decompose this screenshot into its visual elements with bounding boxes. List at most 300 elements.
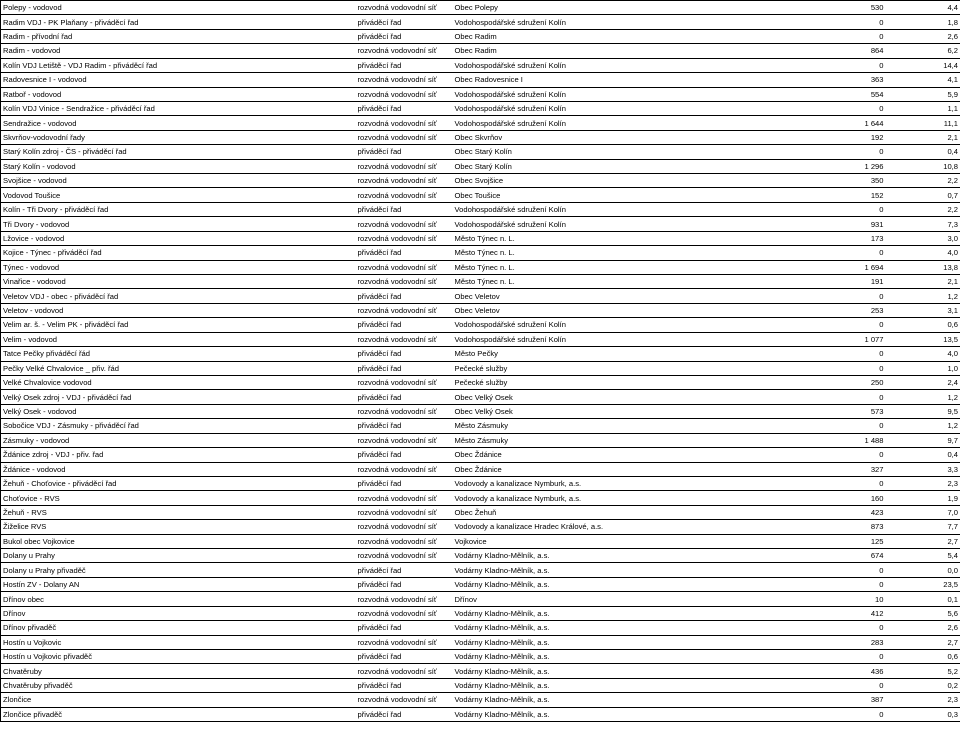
- table-row: [1, 563, 960, 577]
- operator-cell: Obec Ždánice: [453, 462, 771, 476]
- network-type-cell: rozvodná vodovodní síť: [356, 159, 453, 173]
- length-cell: 2,4: [886, 375, 960, 389]
- length-cell: 23,5: [886, 577, 960, 591]
- operator-cell: Vodárny Kladno-Mělník, a.s.: [453, 549, 771, 563]
- network-type-cell: přiváděcí řad: [356, 29, 453, 43]
- length-cell: 0,7: [886, 188, 960, 202]
- network-name-cell: Velký Osek zdroj - VDJ - přiváděcí řad: [1, 390, 356, 404]
- length-cell: 0,6: [886, 649, 960, 663]
- count-cell: 0: [771, 577, 886, 591]
- network-type-cell: přiváděcí řad: [356, 101, 453, 115]
- length-cell: 0,4: [886, 145, 960, 159]
- operator-cell: Obec Radim: [453, 44, 771, 58]
- network-type-cell: přiváděcí řad: [356, 448, 453, 462]
- operator-cell: Obec Velký Osek: [453, 404, 771, 418]
- network-type-cell: přiváděcí řad: [356, 145, 453, 159]
- network-name-cell: Sobočice VDJ - Zásmuky - přiváděcí řad: [1, 419, 356, 433]
- count-cell: 0: [771, 318, 886, 332]
- operator-cell: Vodohospodářské sdružení Kolín: [453, 318, 771, 332]
- operator-cell: Obec Starý Kolín: [453, 159, 771, 173]
- network-type-cell: rozvodná vodovodní síť: [356, 606, 453, 620]
- length-cell: 7,7: [886, 520, 960, 534]
- network-type-cell: rozvodná vodovodní síť: [356, 275, 453, 289]
- table-row: [1, 592, 960, 606]
- network-type-cell: rozvodná vodovodní síť: [356, 73, 453, 87]
- operator-cell: Obec Veletov: [453, 303, 771, 317]
- length-cell: 0,3: [886, 707, 960, 721]
- count-cell: 412: [771, 606, 886, 620]
- network-type-cell: rozvodná vodovodní síť: [356, 664, 453, 678]
- network-type-cell: rozvodná vodovodní síť: [356, 231, 453, 245]
- count-cell: 1 488: [771, 433, 886, 447]
- table-row: [1, 202, 960, 216]
- count-cell: 0: [771, 678, 886, 692]
- network-type-cell: přiváděcí řad: [356, 621, 453, 635]
- network-name-cell: Zlončice: [1, 693, 356, 707]
- count-cell: 0: [771, 419, 886, 433]
- network-type-cell: přiváděcí řad: [356, 390, 453, 404]
- length-cell: 2,1: [886, 130, 960, 144]
- length-cell: 1,1: [886, 101, 960, 115]
- length-cell: 2,2: [886, 202, 960, 216]
- network-type-cell: rozvodná vodovodní síť: [356, 217, 453, 231]
- table-row: [1, 404, 960, 418]
- network-type-cell: rozvodná vodovodní síť: [356, 174, 453, 188]
- table-row: [1, 678, 960, 692]
- network-name-cell: Lžovice - vodovod: [1, 231, 356, 245]
- count-cell: 0: [771, 476, 886, 490]
- network-name-cell: Chvatěruby: [1, 664, 356, 678]
- table-row: [1, 577, 960, 591]
- operator-cell: Město Pečky: [453, 347, 771, 361]
- network-name-cell: Sendražice - vodovod: [1, 116, 356, 130]
- table-row: [1, 246, 960, 260]
- network-type-cell: přiváděcí řad: [356, 318, 453, 332]
- table-row: [1, 520, 960, 534]
- network-type-cell: rozvodná vodovodní síť: [356, 491, 453, 505]
- count-cell: 1 644: [771, 116, 886, 130]
- network-name-cell: Vinařice - vodovod: [1, 275, 356, 289]
- length-cell: 1,2: [886, 390, 960, 404]
- count-cell: 125: [771, 534, 886, 548]
- operator-cell: Pečecké služby: [453, 375, 771, 389]
- length-cell: 10,8: [886, 159, 960, 173]
- length-cell: 1,2: [886, 419, 960, 433]
- count-cell: 0: [771, 448, 886, 462]
- count-cell: 0: [771, 15, 886, 29]
- operator-cell: Vodárny Kladno-Mělník, a.s.: [453, 678, 771, 692]
- network-name-cell: Vodovod Toušice: [1, 188, 356, 202]
- operator-cell: Město Týnec n. L.: [453, 231, 771, 245]
- network-name-cell: Žehuň - Choťovice - přiváděcí řad: [1, 476, 356, 490]
- count-cell: 173: [771, 231, 886, 245]
- table-row: [1, 606, 960, 620]
- operator-cell: Město Zásmuky: [453, 419, 771, 433]
- count-cell: 192: [771, 130, 886, 144]
- network-type-cell: přiváděcí řad: [356, 678, 453, 692]
- network-name-cell: Velký Osek - vodovod: [1, 404, 356, 418]
- length-cell: 9,5: [886, 404, 960, 418]
- table-row: [1, 462, 960, 476]
- operator-cell: Vodohospodářské sdružení Kolín: [453, 58, 771, 72]
- length-cell: 5,6: [886, 606, 960, 620]
- network-type-cell: přiváděcí řad: [356, 563, 453, 577]
- count-cell: 674: [771, 549, 886, 563]
- network-type-cell: přiváděcí řad: [356, 707, 453, 721]
- table-row: [1, 318, 960, 332]
- count-cell: 0: [771, 361, 886, 375]
- table-row: [1, 491, 960, 505]
- network-name-cell: Radim - přívodní řad: [1, 29, 356, 43]
- table-row: [1, 534, 960, 548]
- count-cell: 0: [771, 649, 886, 663]
- network-type-cell: rozvodná vodovodní síť: [356, 116, 453, 130]
- network-name-cell: Ratboř - vodovod: [1, 87, 356, 101]
- network-type-cell: rozvodná vodovodní síť: [356, 260, 453, 274]
- network-name-cell: Dřínov obec: [1, 592, 356, 606]
- network-type-cell: přiváděcí řad: [356, 361, 453, 375]
- length-cell: 0,1: [886, 592, 960, 606]
- network-type-cell: rozvodná vodovodní síť: [356, 87, 453, 101]
- length-cell: 0,4: [886, 448, 960, 462]
- table-row: [1, 1, 960, 15]
- network-name-cell: Bukol obec Vojkovice: [1, 534, 356, 548]
- length-cell: 4,0: [886, 246, 960, 260]
- count-cell: 0: [771, 246, 886, 260]
- operator-cell: Vodohospodářské sdružení Kolín: [453, 332, 771, 346]
- length-cell: 3,3: [886, 462, 960, 476]
- network-type-cell: přiváděcí řad: [356, 347, 453, 361]
- network-type-cell: rozvodná vodovodní síť: [356, 130, 453, 144]
- table-row: [1, 649, 960, 663]
- network-type-cell: přiváděcí řad: [356, 419, 453, 433]
- network-type-cell: přiváděcí řad: [356, 202, 453, 216]
- table-row: [1, 549, 960, 563]
- operator-cell: Město Zásmuky: [453, 433, 771, 447]
- operator-cell: Obec Starý Kolín: [453, 145, 771, 159]
- table-row: [1, 289, 960, 303]
- table-row: [1, 375, 960, 389]
- network-name-cell: Skvrňov-vodovodní řady: [1, 130, 356, 144]
- network-name-cell: Žehuň - RVS: [1, 505, 356, 519]
- network-name-cell: Velké Chvalovice vodovod: [1, 375, 356, 389]
- table-row: [1, 707, 960, 721]
- length-cell: 0,6: [886, 318, 960, 332]
- network-type-cell: přiváděcí řad: [356, 15, 453, 29]
- network-name-cell: Tři Dvory - vodovod: [1, 217, 356, 231]
- operator-cell: Vodárny Kladno-Mělník, a.s.: [453, 664, 771, 678]
- network-name-cell: Polepy - vodovod: [1, 1, 356, 15]
- operator-cell: Vodárny Kladno-Mělník, a.s.: [453, 707, 771, 721]
- count-cell: 10: [771, 592, 886, 606]
- operator-cell: Vodárny Kladno-Mělník, a.s.: [453, 563, 771, 577]
- count-cell: 554: [771, 87, 886, 101]
- network-type-cell: rozvodná vodovodní síť: [356, 44, 453, 58]
- operator-cell: Obec Polepy: [453, 1, 771, 15]
- operator-cell: Město Týnec n. L.: [453, 246, 771, 260]
- table-row: [1, 87, 960, 101]
- network-name-cell: Žiželice RVS: [1, 520, 356, 534]
- network-type-cell: rozvodná vodovodní síť: [356, 188, 453, 202]
- network-name-cell: Radovesnice I - vodovod: [1, 73, 356, 87]
- operator-cell: Obec Radovesnice I: [453, 73, 771, 87]
- operator-cell: Obec Radim: [453, 29, 771, 43]
- table-row: [1, 275, 960, 289]
- count-cell: 363: [771, 73, 886, 87]
- operator-cell: Obec Skvrňov: [453, 130, 771, 144]
- table-row: [1, 303, 960, 317]
- count-cell: 0: [771, 289, 886, 303]
- length-cell: 5,2: [886, 664, 960, 678]
- network-name-cell: Svojšice - vodovod: [1, 174, 356, 188]
- network-name-cell: Dřínov přivaděč: [1, 621, 356, 635]
- operator-cell: Vodohospodářské sdružení Kolín: [453, 101, 771, 115]
- network-type-cell: rozvodná vodovodní síť: [356, 549, 453, 563]
- operator-cell: Město Týnec n. L.: [453, 260, 771, 274]
- table-row: [1, 332, 960, 346]
- length-cell: 2,3: [886, 476, 960, 490]
- length-cell: 5,4: [886, 549, 960, 563]
- table-row: [1, 419, 960, 433]
- network-type-cell: rozvodná vodovodní síť: [356, 534, 453, 548]
- table-row: [1, 15, 960, 29]
- network-name-cell: Dolany u Prahy: [1, 549, 356, 563]
- network-name-cell: Starý Kolín zdroj - ČS - přiváděcí řad: [1, 145, 356, 159]
- operator-cell: Obec Ždánice: [453, 448, 771, 462]
- count-cell: 0: [771, 563, 886, 577]
- operator-cell: Obec Veletov: [453, 289, 771, 303]
- count-cell: 1 077: [771, 332, 886, 346]
- length-cell: 9,7: [886, 433, 960, 447]
- table-row: [1, 29, 960, 43]
- operator-cell: Vodárny Kladno-Mělník, a.s.: [453, 577, 771, 591]
- operator-cell: Vodohospodářské sdružení Kolín: [453, 202, 771, 216]
- operator-cell: Obec Toušice: [453, 188, 771, 202]
- count-cell: 283: [771, 635, 886, 649]
- length-cell: 13,8: [886, 260, 960, 274]
- count-cell: 0: [771, 58, 886, 72]
- table-row: [1, 476, 960, 490]
- length-cell: 7,0: [886, 505, 960, 519]
- table-row: [1, 693, 960, 707]
- table-row: [1, 505, 960, 519]
- length-cell: 2,6: [886, 29, 960, 43]
- table-row: [1, 101, 960, 115]
- count-cell: 931: [771, 217, 886, 231]
- length-cell: 3,1: [886, 303, 960, 317]
- length-cell: 11,1: [886, 116, 960, 130]
- network-type-cell: přiváděcí řad: [356, 58, 453, 72]
- network-type-cell: rozvodná vodovodní síť: [356, 520, 453, 534]
- length-cell: 2,7: [886, 635, 960, 649]
- operator-cell: Obec Svojšice: [453, 174, 771, 188]
- network-name-cell: Choťovice - RVS: [1, 491, 356, 505]
- network-name-cell: Pečky Velké Chvalovice _ přiv. řád: [1, 361, 356, 375]
- table-row: [1, 174, 960, 188]
- network-name-cell: Tatce Pečky přiváděcí řád: [1, 347, 356, 361]
- network-type-cell: rozvodná vodovodní síť: [356, 433, 453, 447]
- network-type-cell: rozvodná vodovodní síť: [356, 505, 453, 519]
- table-row: [1, 58, 960, 72]
- network-type-cell: přiváděcí řad: [356, 649, 453, 663]
- count-cell: 350: [771, 174, 886, 188]
- count-cell: 152: [771, 188, 886, 202]
- table-body: [1, 1, 960, 722]
- length-cell: 7,3: [886, 217, 960, 231]
- operator-cell: Vodovody a kanalizace Nymburk, a.s.: [453, 491, 771, 505]
- table-row: [1, 635, 960, 649]
- count-cell: 0: [771, 202, 886, 216]
- length-cell: 0,2: [886, 678, 960, 692]
- length-cell: 2,2: [886, 174, 960, 188]
- length-cell: 6,2: [886, 44, 960, 58]
- count-cell: 250: [771, 375, 886, 389]
- length-cell: 4,4: [886, 1, 960, 15]
- length-cell: 14,4: [886, 58, 960, 72]
- table-row: [1, 188, 960, 202]
- operator-cell: Vodohospodářské sdružení Kolín: [453, 116, 771, 130]
- network-type-cell: rozvodná vodovodní síť: [356, 332, 453, 346]
- count-cell: 573: [771, 404, 886, 418]
- network-name-cell: Ždánice zdroj - VDJ - přiv. řad: [1, 448, 356, 462]
- count-cell: 160: [771, 491, 886, 505]
- length-cell: 1,2: [886, 289, 960, 303]
- network-type-cell: rozvodná vodovodní síť: [356, 375, 453, 389]
- length-cell: 5,9: [886, 87, 960, 101]
- network-type-cell: rozvodná vodovodní síť: [356, 592, 453, 606]
- operator-cell: Obec Velký Osek: [453, 390, 771, 404]
- length-cell: 1,9: [886, 491, 960, 505]
- operator-cell: Vodohospodářské sdružení Kolín: [453, 87, 771, 101]
- network-type-cell: přiváděcí řad: [356, 289, 453, 303]
- operator-cell: Vodohospodářské sdružení Kolín: [453, 217, 771, 231]
- network-name-cell: Starý Kolín - vodovod: [1, 159, 356, 173]
- network-name-cell: Hostín u Vojkovic přivaděč: [1, 649, 356, 663]
- operator-cell: Vodohospodářské sdružení Kolín: [453, 15, 771, 29]
- network-type-cell: přiváděcí řad: [356, 476, 453, 490]
- count-cell: 0: [771, 101, 886, 115]
- network-name-cell: Hostín ZV - Dolany AN: [1, 577, 356, 591]
- table-row: [1, 433, 960, 447]
- count-cell: 1 296: [771, 159, 886, 173]
- table-row: [1, 260, 960, 274]
- network-name-cell: Zásmuky - vodovod: [1, 433, 356, 447]
- network-name-cell: Chvatěruby přivaděč: [1, 678, 356, 692]
- length-cell: 3,0: [886, 231, 960, 245]
- operator-cell: Vodárny Kladno-Mělník, a.s.: [453, 649, 771, 663]
- count-cell: 530: [771, 1, 886, 15]
- network-name-cell: Veletov VDJ - obec - přiváděcí řad: [1, 289, 356, 303]
- length-cell: 4,1: [886, 73, 960, 87]
- network-type-cell: rozvodná vodovodní síť: [356, 404, 453, 418]
- network-type-cell: rozvodná vodovodní síť: [356, 635, 453, 649]
- operator-cell: Vodárny Kladno-Mělník, a.s.: [453, 635, 771, 649]
- operator-cell: Vodovody a kanalizace Hradec Králové, a.s.: [453, 520, 771, 534]
- table-row: [1, 390, 960, 404]
- length-cell: 2,3: [886, 693, 960, 707]
- length-cell: 1,0: [886, 361, 960, 375]
- table-row: [1, 73, 960, 87]
- network-type-cell: rozvodná vodovodní síť: [356, 1, 453, 15]
- operator-cell: Vodárny Kladno-Mělník, a.s.: [453, 693, 771, 707]
- count-cell: 327: [771, 462, 886, 476]
- table-row: [1, 44, 960, 58]
- network-type-cell: rozvodná vodovodní síť: [356, 303, 453, 317]
- network-name-cell: Velim ar. š. - Velim PK - přiváděcí řad: [1, 318, 356, 332]
- network-name-cell: Radim - vodovod: [1, 44, 356, 58]
- network-type-cell: přiváděcí řad: [356, 577, 453, 591]
- table-row: [1, 159, 960, 173]
- count-cell: 864: [771, 44, 886, 58]
- table-row: [1, 347, 960, 361]
- length-cell: 13,5: [886, 332, 960, 346]
- length-cell: 2,7: [886, 534, 960, 548]
- table-row: [1, 145, 960, 159]
- count-cell: 423: [771, 505, 886, 519]
- operator-cell: Město Týnec n. L.: [453, 275, 771, 289]
- count-cell: 0: [771, 145, 886, 159]
- operator-cell: Dřínov: [453, 592, 771, 606]
- count-cell: 1 694: [771, 260, 886, 274]
- network-name-cell: Ždánice - vodovod: [1, 462, 356, 476]
- network-name-cell: Veletov - vodovod: [1, 303, 356, 317]
- operator-cell: Vojkovice: [453, 534, 771, 548]
- network-name-cell: Kolín - Tři Dvory - přiváděcí řad: [1, 202, 356, 216]
- operator-cell: Vodovody a kanalizace Nymburk, a.s.: [453, 476, 771, 490]
- table-row: [1, 621, 960, 635]
- table-row: [1, 448, 960, 462]
- table-row: [1, 217, 960, 231]
- table-row: [1, 231, 960, 245]
- network-type-cell: rozvodná vodovodní síť: [356, 693, 453, 707]
- table-row: [1, 130, 960, 144]
- network-name-cell: Zlončice přivaděč: [1, 707, 356, 721]
- network-name-cell: Kolín VDJ Vinice - Sendražice - přiváděcí řad: [1, 101, 356, 115]
- count-cell: 0: [771, 29, 886, 43]
- length-cell: 2,1: [886, 275, 960, 289]
- count-cell: 436: [771, 664, 886, 678]
- count-cell: 0: [771, 347, 886, 361]
- network-name-cell: Dolany u Prahy přivaděč: [1, 563, 356, 577]
- network-name-cell: Velim - vodovod: [1, 332, 356, 346]
- operator-cell: Obec Žehuň: [453, 505, 771, 519]
- network-type-cell: rozvodná vodovodní síť: [356, 462, 453, 476]
- table-row: [1, 664, 960, 678]
- length-cell: 2,6: [886, 621, 960, 635]
- network-name-cell: Dřínov: [1, 606, 356, 620]
- length-cell: 4,0: [886, 347, 960, 361]
- count-cell: 191: [771, 275, 886, 289]
- count-cell: 0: [771, 621, 886, 635]
- network-name-cell: Kojice - Týnec - přiváděcí řad: [1, 246, 356, 260]
- count-cell: 0: [771, 707, 886, 721]
- length-cell: 1,8: [886, 15, 960, 29]
- operator-cell: Vodárny Kladno-Mělník, a.s.: [453, 621, 771, 635]
- table-row: [1, 361, 960, 375]
- count-cell: 387: [771, 693, 886, 707]
- count-cell: 253: [771, 303, 886, 317]
- network-name-cell: Týnec - vodovod: [1, 260, 356, 274]
- operator-cell: Vodárny Kladno-Mělník, a.s.: [453, 606, 771, 620]
- count-cell: 873: [771, 520, 886, 534]
- length-cell: 0,0: [886, 563, 960, 577]
- count-cell: 0: [771, 390, 886, 404]
- network-name-cell: Radim VDJ - PK Plaňany - přiváděcí řad: [1, 15, 356, 29]
- network-name-cell: Kolín VDJ Letiště - VDJ Radim - přiváděcí řad: [1, 58, 356, 72]
- operator-cell: Pečecké služby: [453, 361, 771, 375]
- network-type-cell: přiváděcí řad: [356, 246, 453, 260]
- table-row: [1, 116, 960, 130]
